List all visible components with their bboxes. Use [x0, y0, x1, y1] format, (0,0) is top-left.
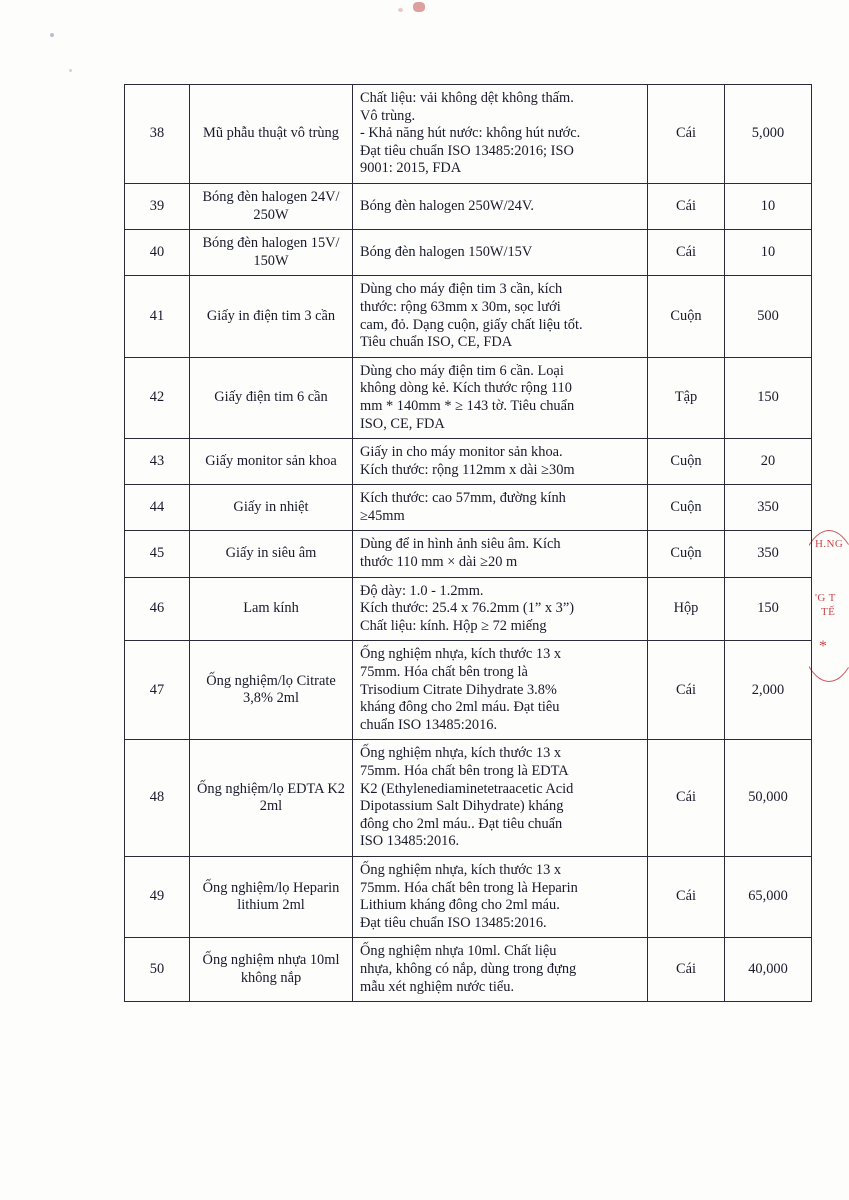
description-line: 75mm. Hóa chất bên trong là EDTA [360, 763, 569, 779]
description-line: 75mm. Hóa chất bên trong là [360, 664, 528, 681]
table-row [125, 938, 812, 1002]
cell-no: 49 [125, 856, 190, 937]
cell-no: 50 [125, 938, 190, 1002]
cell-quantity: 500 [725, 276, 812, 357]
cell-no: 46 [125, 577, 190, 641]
stamp-line-2: 'G T [815, 592, 836, 604]
cell-item-name: Giấy điện tim 6 cần [190, 357, 353, 438]
description-line: Kích thước: rộng 112mm x dài ≥30m [360, 461, 575, 478]
table-row [125, 856, 812, 937]
cell-description [353, 485, 648, 531]
description-line: Giấy in cho máy monitor sản khoa. [360, 444, 563, 461]
description-line: Độ dày: 1.0 - 1.2mm. [360, 582, 484, 599]
description-line: ISO 13485:2016. [360, 833, 460, 850]
cell-unit: Cuộn [648, 485, 725, 531]
cell-description [353, 531, 648, 577]
cell-item-name: Ống nghiệm/lọ Citrate 3,8% 2ml [190, 641, 353, 740]
description-line: Chất liệu: vải không dệt không thấm. [360, 90, 574, 106]
cell-description [353, 183, 648, 229]
table-row [125, 641, 812, 740]
stamp-line-1: H.NG [815, 538, 844, 550]
cell-unit: Cái [648, 183, 725, 229]
description-line: thước 110 mm × dài ≥20 m [360, 554, 518, 571]
cell-no: 44 [125, 485, 190, 531]
scan-speck [69, 69, 72, 72]
stamp-line-4: * [819, 638, 828, 655]
cell-quantity: 10 [725, 230, 812, 276]
description-line: cam, đỏ. Dạng cuộn, giấy chất liệu tốt. [360, 316, 583, 333]
cell-description [353, 357, 648, 438]
description-line: 75mm. Hóa chất bên trong là Heparin [360, 879, 578, 896]
description-line: Kích thước: 25.4 x 76.2mm (1” x 3”) [360, 600, 575, 617]
cell-no: 43 [125, 439, 190, 485]
description-line: Ống nghiệm nhựa, kích thước 13 x [360, 646, 562, 663]
description-line: Bóng đèn halogen 250W/24V. [360, 197, 535, 214]
description-line: Dùng cho máy điện tim 3 cần, kích [360, 281, 563, 298]
cell-no: 47 [125, 641, 190, 740]
description-line: Dùng để in hình ảnh siêu âm. Kích [360, 536, 561, 553]
cell-description [353, 230, 648, 276]
cell-item-name: Giấy in điện tim 3 cần [190, 276, 353, 357]
scan-mark-red [398, 8, 403, 12]
cell-item-name: Ống nghiệm/lọ EDTA K2 2ml [190, 740, 353, 857]
cell-description [353, 641, 648, 740]
description-line: Lithium kháng đông cho 2ml máu. [360, 897, 560, 914]
cell-item-name: Ống nghiệm nhựa 10ml không nắp [190, 938, 353, 1002]
table-row [125, 485, 812, 531]
description-line: ISO, CE, FDA [360, 415, 445, 432]
cell-description [353, 740, 648, 857]
table-row [125, 85, 812, 184]
cell-unit: Cuộn [648, 531, 725, 577]
description-line: Ống nghiệm nhựa, kích thước 13 x [360, 745, 562, 762]
cell-quantity: 50,000 [725, 740, 812, 857]
description-line: kháng đông cho 2ml máu. Đạt tiêu [360, 699, 560, 716]
description-line: nhựa, không có nắp, dùng trong đựng [360, 960, 577, 977]
cell-unit: Hộp [648, 577, 725, 641]
description-line: mẫu xét nghiệm nước tiểu. [360, 978, 515, 995]
cell-unit: Cái [648, 938, 725, 1002]
description-line: đông cho 2ml máu.. Đạt tiêu chuẩn [360, 815, 563, 832]
table-row [125, 230, 812, 276]
table-row [125, 439, 812, 485]
cell-description [353, 856, 648, 937]
stamp-line-3: TẾ [821, 606, 836, 618]
cell-item-name: Bóng đèn halogen 24V/ 250W [190, 183, 353, 229]
cell-unit: Cái [648, 230, 725, 276]
description-line: mm * 140mm * ≥ 143 tờ. Tiêu chuẩn [360, 397, 575, 414]
description-line: Ống nghiệm nhựa 10ml. Chất liệu [360, 943, 557, 960]
cell-no: 38 [125, 85, 190, 184]
description-line: thước: rộng 63mm x 30m, sọc lưới [360, 298, 561, 315]
table-row [125, 183, 812, 229]
cell-quantity: 40,000 [725, 938, 812, 1002]
description-line: Đạt tiêu chuẩn ISO 13485:2016; ISO [360, 142, 574, 159]
cell-no: 45 [125, 531, 190, 577]
cell-quantity: 150 [725, 577, 812, 641]
cell-no: 39 [125, 183, 190, 229]
cell-no: 41 [125, 276, 190, 357]
official-stamp [809, 530, 849, 690]
goods-table-container [124, 84, 788, 1002]
goods-table [124, 84, 812, 1002]
description-line: Vô trùng. [360, 107, 416, 124]
description-line: Trisodium Citrate Dihydrate 3.8% [360, 681, 557, 698]
cell-item-name: Mũ phẫu thuật vô trùng [190, 85, 353, 184]
cell-item-name: Giấy in nhiệt [190, 485, 353, 531]
description-line: Kích thước: cao 57mm, đường kính [360, 490, 566, 507]
goods-table-body [125, 85, 812, 1002]
description-line: 9001: 2015, FDA [360, 160, 462, 177]
cell-quantity: 150 [725, 357, 812, 438]
description-line: Ống nghiệm nhựa, kích thước 13 x [360, 861, 562, 878]
cell-no: 40 [125, 230, 190, 276]
cell-quantity: 5,000 [725, 85, 812, 184]
table-row [125, 577, 812, 641]
cell-quantity: 65,000 [725, 856, 812, 937]
cell-unit: Cái [648, 740, 725, 857]
cell-unit: Cái [648, 856, 725, 937]
cell-item-name: Giấy monitor sản khoa [190, 439, 353, 485]
description-line: Dùng cho máy điện tim 6 cần. Loại [360, 362, 564, 379]
cell-quantity: 2,000 [725, 641, 812, 740]
cell-unit: Cuộn [648, 276, 725, 357]
cell-unit: Cái [648, 641, 725, 740]
cell-quantity: 20 [725, 439, 812, 485]
cell-quantity: 10 [725, 183, 812, 229]
cell-item-name: Bóng đèn halogen 15V/ 150W [190, 230, 353, 276]
description-line: K2 (Ethylenediaminetetraacetic Acid [360, 780, 574, 797]
table-row [125, 531, 812, 577]
description-line: Đạt tiêu chuẩn ISO 13485:2016. [360, 914, 547, 931]
cell-item-name: Giấy in siêu âm [190, 531, 353, 577]
cell-description [353, 439, 648, 485]
cell-item-name: Ống nghiệm/lọ Heparin lithium 2ml [190, 856, 353, 937]
table-row [125, 357, 812, 438]
table-row [125, 740, 812, 857]
cell-no: 42 [125, 357, 190, 438]
cell-description [353, 577, 648, 641]
cell-description [353, 85, 648, 184]
description-line: - Khả năng hút nước: không hút nước. [360, 125, 581, 142]
cell-unit: Cái [648, 85, 725, 184]
cell-item-name: Lam kính [190, 577, 353, 641]
cell-description [353, 276, 648, 357]
cell-description [353, 938, 648, 1002]
cell-quantity: 350 [725, 485, 812, 531]
description-line: Tiêu chuẩn ISO, CE, FDA [360, 334, 513, 351]
description-line: Chất liệu: kính. Hộp ≥ 72 miếng [360, 617, 547, 634]
description-line: ≥45mm [360, 507, 405, 524]
cell-quantity: 350 [725, 531, 812, 577]
cell-unit: Tập [648, 357, 725, 438]
description-line: không dòng kẻ. Kích thước rộng 110 [360, 380, 572, 397]
description-line: Dipotassium Salt Dihydrate) kháng [360, 798, 564, 815]
table-row [125, 276, 812, 357]
description-line: Bóng đèn halogen 150W/15V [360, 243, 533, 260]
cell-unit: Cuộn [648, 439, 725, 485]
cell-no: 48 [125, 740, 190, 857]
scan-speck [50, 33, 54, 37]
description-line: chuẩn ISO 13485:2016. [360, 716, 498, 733]
scan-mark-red [413, 2, 425, 12]
